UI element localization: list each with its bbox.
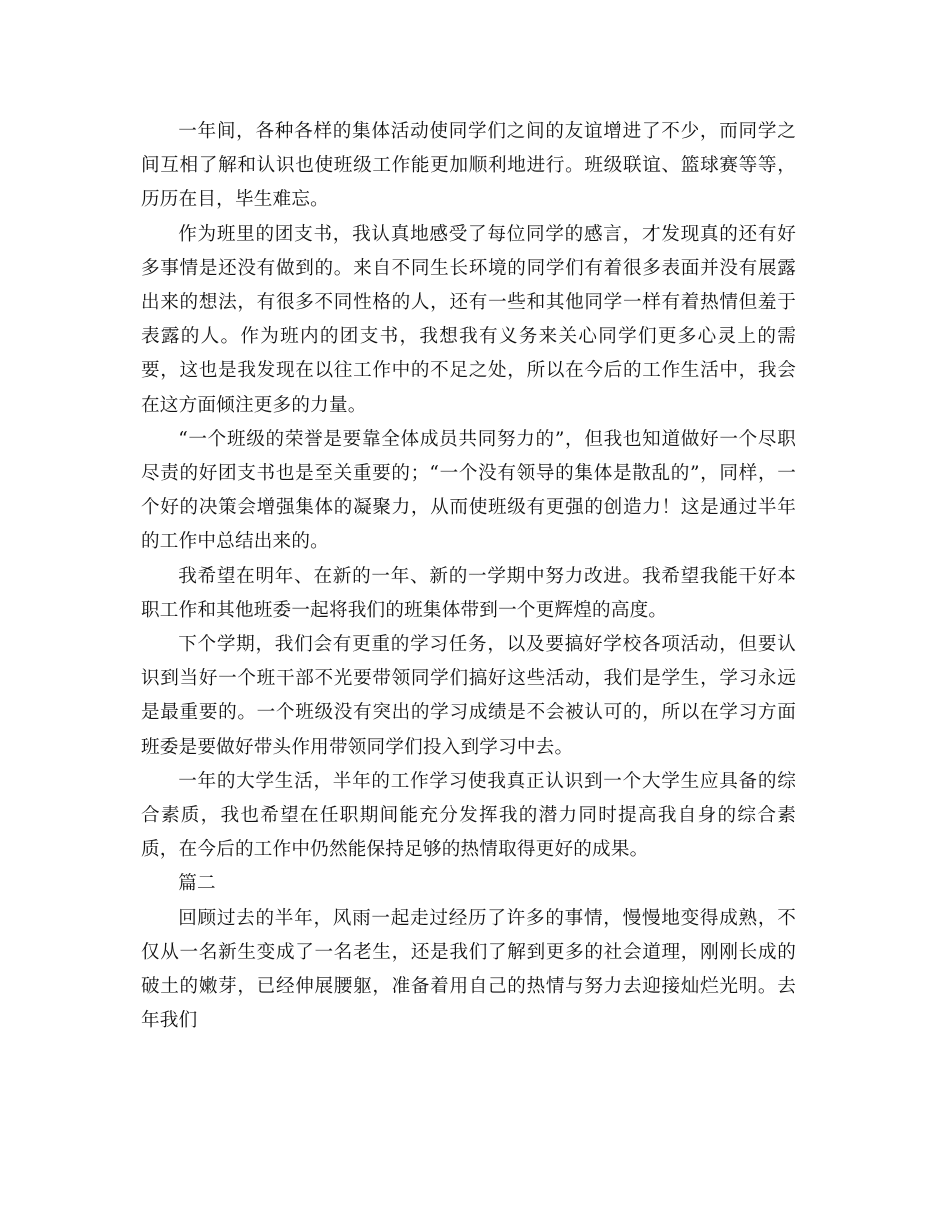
paragraph-6: 一年的大学生活，半年的工作学习使我真正认识到一个大学生应具备的综合素质，我也希望在任职期间能充分发挥我的潜力同时提高我自身的综合素质，在今后的工作中仍然能保持足够的热情取得更好的成果。 xyxy=(141,770,796,861)
document-body xyxy=(141,115,796,1038)
paragraph-2: 作为班里的团支书，我认真地感受了每位同学的感言，才发现真的还有好多事情是还没有做到的。来自不同生长环境的同学们有着很多表面并没有展露出来的想法，有很多不同性格的人，还有一些和其他同学一样有着热情但羞于表露的人。作为班内的团支书，我想我有义务来关心同学们更多心灵上的需要，这也是我发现在以往工作中的不足之处，所以在今后的工作生活中，我会在这方面倾注更多的力量。 xyxy=(141,223,796,416)
paragraph-3: “一个班级的荣誉是要靠全体成员共同努力的”，但我也知道做好一个尽职尽责的好团支书也是至关重要的；“一个没有领导的集体是散乱的”，同样，一个好的决策会增强集体的凝聚力，从而使班级有更强的创造力！这是通过半年的工作中总结出来的。 xyxy=(141,428,796,553)
section-heading: 篇二 xyxy=(178,873,216,895)
paragraph-1: 一年间，各种各样的集体活动使同学们之间的友谊增进了不少，而同学之间互相了解和认识也使班级工作能更加顺利地进行。班级联谊、篮球赛等等，历历在目，毕生难忘。 xyxy=(141,121,796,211)
paragraph-7: 回顾过去的半年，风雨一起走过经历了许多的事情，慢慢地变得成熟，不仅从一名新生变成了一名老生，还是我们了解到更多的社会道理，刚刚长成的破土的嫩芽，已经伸展腰躯，准备着用自己的热情与努力去迎接灿烂光明。去年我们 xyxy=(141,907,796,1032)
paragraph-4: 我希望在明年、在新的一年、新的一学期中努力改进。我希望我能干好本职工作和其他班委一起将我们的班集体带到一个更辉煌的高度。 xyxy=(141,565,796,621)
paragraph-5: 下个学期，我们会有更重的学习任务，以及要搞好学校各项活动，但要认识到当好一个班干部不光要带领同学们搞好这些活动，我们是学生，学习永远是最重要的。一个班级没有突出的学习成绩是不会被认可的，所以在学习方面班委是要做好带头作用带领同学们投入到学习中去。 xyxy=(141,634,796,758)
